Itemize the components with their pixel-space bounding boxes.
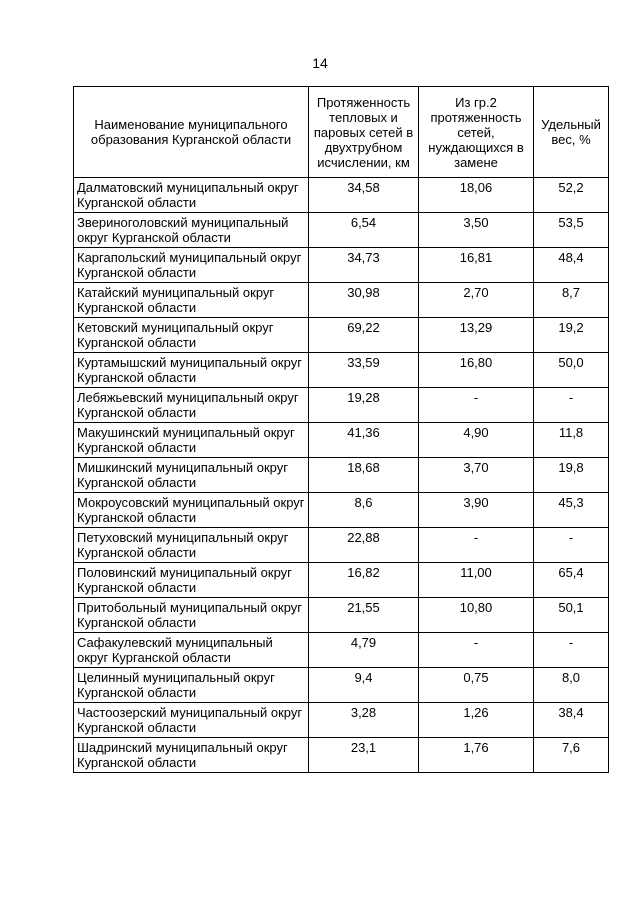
- table-row: [74, 213, 609, 248]
- cell-network-length: 8,6: [309, 493, 419, 528]
- cell-needs-replacement: 0,75: [419, 668, 534, 703]
- cell-share-percent: 8,7: [534, 283, 609, 318]
- cell-share-percent: 53,5: [534, 213, 609, 248]
- cell-municipality-name: Кетовский муниципальный округ Курганской области: [74, 318, 309, 353]
- cell-network-length: 3,28: [309, 703, 419, 738]
- cell-network-length: 41,36: [309, 423, 419, 458]
- cell-municipality-name: Половинский муниципальный округ Курганской области: [74, 563, 309, 598]
- cell-share-percent: 50,0: [534, 353, 609, 388]
- cell-share-percent: 19,2: [534, 318, 609, 353]
- cell-needs-replacement: -: [419, 528, 534, 563]
- cell-needs-replacement: 2,70: [419, 283, 534, 318]
- cell-needs-replacement: 16,81: [419, 248, 534, 283]
- header-needs-replacement: Из гр.2 протяженность сетей, нуждающихся в замене: [419, 87, 534, 178]
- table-row: [74, 563, 609, 598]
- header-network-length: Протяженность тепловых и паровых сетей в двухтрубном исчислении, км: [309, 87, 419, 178]
- cell-share-percent: 7,6: [534, 738, 609, 773]
- cell-network-length: 34,58: [309, 178, 419, 213]
- cell-municipality-name: Сафакулевский муниципальный округ Курганской области: [74, 633, 309, 668]
- cell-network-length: 6,54: [309, 213, 419, 248]
- cell-needs-replacement: -: [419, 633, 534, 668]
- table-row: [74, 283, 609, 318]
- cell-network-length: 22,88: [309, 528, 419, 563]
- table-row: [74, 458, 609, 493]
- cell-needs-replacement: 16,80: [419, 353, 534, 388]
- cell-municipality-name: Мишкинский муниципальный округ Курганской области: [74, 458, 309, 493]
- table-row: [74, 668, 609, 703]
- cell-municipality-name: Шадринский муниципальный округ Курганской области: [74, 738, 309, 773]
- cell-network-length: 30,98: [309, 283, 419, 318]
- header-share-percent: Удельный вес, %: [534, 87, 609, 178]
- cell-municipality-name: Катайский муниципальный округ Курганской области: [74, 283, 309, 318]
- table-row: [74, 178, 609, 213]
- cell-share-percent: 52,2: [534, 178, 609, 213]
- cell-network-length: 19,28: [309, 388, 419, 423]
- table-row: [74, 493, 609, 528]
- cell-municipality-name: Петуховский муниципальный округ Курганской области: [74, 528, 309, 563]
- cell-share-percent: 11,8: [534, 423, 609, 458]
- cell-network-length: 16,82: [309, 563, 419, 598]
- cell-share-percent: 65,4: [534, 563, 609, 598]
- cell-municipality-name: Мокроусовский муниципальный округ Курганской области: [74, 493, 309, 528]
- cell-share-percent: -: [534, 528, 609, 563]
- cell-network-length: 23,1: [309, 738, 419, 773]
- cell-needs-replacement: 3,90: [419, 493, 534, 528]
- cell-needs-replacement: 10,80: [419, 598, 534, 633]
- table-row: [74, 423, 609, 458]
- cell-municipality-name: Далматовский муниципальный округ Курганской области: [74, 178, 309, 213]
- cell-municipality-name: Лебяжьевский муниципальный округ Курганской области: [74, 388, 309, 423]
- cell-network-length: 69,22: [309, 318, 419, 353]
- cell-municipality-name: Макушинский муниципальный округ Курганской области: [74, 423, 309, 458]
- cell-needs-replacement: 1,76: [419, 738, 534, 773]
- cell-municipality-name: Целинный муниципальный округ Курганской области: [74, 668, 309, 703]
- table-row: [74, 318, 609, 353]
- cell-needs-replacement: 1,26: [419, 703, 534, 738]
- table-row: [74, 703, 609, 738]
- cell-share-percent: 38,4: [534, 703, 609, 738]
- cell-municipality-name: Звериноголовский муниципальный округ Курганской области: [74, 213, 309, 248]
- cell-municipality-name: Каргапольский муниципальный округ Курганской области: [74, 248, 309, 283]
- cell-needs-replacement: 4,90: [419, 423, 534, 458]
- cell-municipality-name: Куртамышский муниципальный округ Курганской области: [74, 353, 309, 388]
- data-table: [73, 86, 609, 773]
- cell-share-percent: 48,4: [534, 248, 609, 283]
- cell-share-percent: -: [534, 388, 609, 423]
- cell-share-percent: 50,1: [534, 598, 609, 633]
- cell-network-length: 4,79: [309, 633, 419, 668]
- cell-needs-replacement: 18,06: [419, 178, 534, 213]
- table-row: [74, 248, 609, 283]
- table-row: [74, 353, 609, 388]
- cell-needs-replacement: 3,70: [419, 458, 534, 493]
- header-municipality: Наименование муниципального образования Курганской области: [74, 87, 309, 178]
- table-header-row: [74, 87, 609, 178]
- cell-network-length: 18,68: [309, 458, 419, 493]
- cell-network-length: 9,4: [309, 668, 419, 703]
- table-row: [74, 388, 609, 423]
- cell-municipality-name: Частоозерский муниципальный округ Курганской области: [74, 703, 309, 738]
- cell-municipality-name: Притобольный муниципальный округ Курганской области: [74, 598, 309, 633]
- table-row: [74, 633, 609, 668]
- cell-needs-replacement: 11,00: [419, 563, 534, 598]
- cell-network-length: 34,73: [309, 248, 419, 283]
- cell-share-percent: 45,3: [534, 493, 609, 528]
- cell-needs-replacement: -: [419, 388, 534, 423]
- table-row: [74, 738, 609, 773]
- cell-share-percent: -: [534, 633, 609, 668]
- cell-network-length: 21,55: [309, 598, 419, 633]
- cell-needs-replacement: 3,50: [419, 213, 534, 248]
- cell-share-percent: 19,8: [534, 458, 609, 493]
- cell-share-percent: 8,0: [534, 668, 609, 703]
- table-row: [74, 528, 609, 563]
- table-row: [74, 598, 609, 633]
- page-number: 14: [312, 55, 328, 71]
- table-body: [74, 178, 609, 773]
- cell-network-length: 33,59: [309, 353, 419, 388]
- cell-needs-replacement: 13,29: [419, 318, 534, 353]
